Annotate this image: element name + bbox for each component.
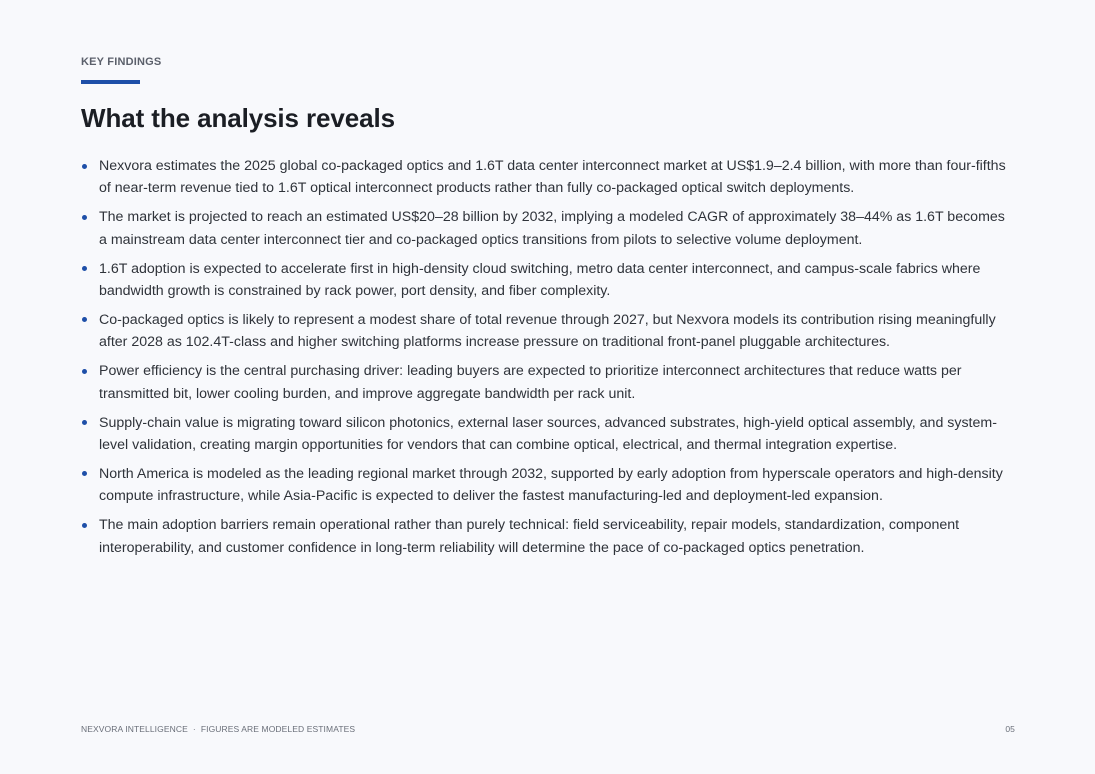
list-item — [81, 258, 1015, 303]
list-item — [81, 206, 1015, 251]
list-item — [81, 463, 1015, 508]
finding-text: The main adoption barriers remain operational rather than purely technical: field serviceability, repair models, standardization, component interoperability, and customer confidence in long-term reliability will determine the pace of co-packaged optics penetration. — [99, 517, 960, 556]
footer-separator: · — [192, 724, 196, 734]
list-item — [81, 309, 1015, 354]
finding-text: Nexvora estimates the 2025 global co-packaged optics and 1.6T data center interconnect market at US$1.9–2.4 billion, with more than four-fifths of near-term revenue tied to 1.6T optical interconnect products rather than fully co-packaged optical switch deployments. — [99, 158, 1006, 197]
page-footer — [81, 724, 1015, 738]
section-eyebrow: KEY FINDINGS — [81, 56, 162, 68]
list-item — [81, 514, 1015, 559]
bullet-icon — [82, 317, 87, 322]
finding-text: Supply-chain value is migrating toward silicon photonics, external laser sources, advanced substrates, high-yield optical assembly, and system-level validation, creating margin opportunities for vendors that can combine optical, electrical, and thermal integration expertise. — [99, 414, 997, 453]
footer-brand: NEXVORA INTELLIGENCE — [81, 724, 188, 734]
finding-text: 1.6T adoption is expected to accelerate first in high-density cloud switching, metro data center interconnect, and campus-scale fabrics where bandwidth growth is constrained by rack power, port density, and fiber complexity. — [99, 260, 981, 300]
bullet-icon — [82, 523, 87, 528]
finding-text: Power efficiency is the central purchasing driver: leading buyers are expected to prioritize interconnect architectures that reduce watts per transmitted bit, lower cooling burden, and improve aggregate bandwidth per rack unit. — [99, 363, 962, 402]
list-item — [81, 360, 1015, 405]
finding-text: North America is modeled as the leading regional market through 2032, supported by early adoption from hyperscale operators and high-density compute infrastructure, while Asia-Pacific is expected to deliver the fastest manufacturing-led and deployment-led expansion. — [99, 465, 1003, 505]
bullet-icon — [82, 164, 87, 169]
footer-note: FIGURES ARE MODELED ESTIMATES — [200, 724, 356, 734]
findings-list — [81, 155, 1015, 566]
bullet-icon — [82, 266, 87, 271]
report-page — [81, 0, 1015, 774]
finding-text: The market is projected to reach an estimated US$20–28 billion by 2032, implying a modeled CAGR of approximately 38–44% as 1.6T becomes a mainstream data center interconnect tier and co-packaged optics transitions from pilots to selective volume deployment. — [99, 209, 1005, 248]
list-item — [81, 155, 1015, 200]
bullet-icon — [82, 215, 87, 220]
list-item — [81, 412, 1015, 457]
footer-caption — [81, 724, 355, 734]
page-number: 05 — [1005, 724, 1015, 734]
accent-rule — [81, 80, 140, 84]
bullet-icon — [82, 369, 87, 374]
finding-text: Co-packaged optics is likely to represent a modest share of total revenue through 2027, but Nexvora models its contribution rising meaningfully after 2028 as 102.4T-class and higher switching platforms increase pressure on traditional front-panel pluggable architectures. — [99, 311, 996, 351]
bullet-icon — [82, 471, 87, 476]
page-title: What the analysis reveals — [81, 103, 395, 133]
bullet-icon — [82, 420, 87, 425]
